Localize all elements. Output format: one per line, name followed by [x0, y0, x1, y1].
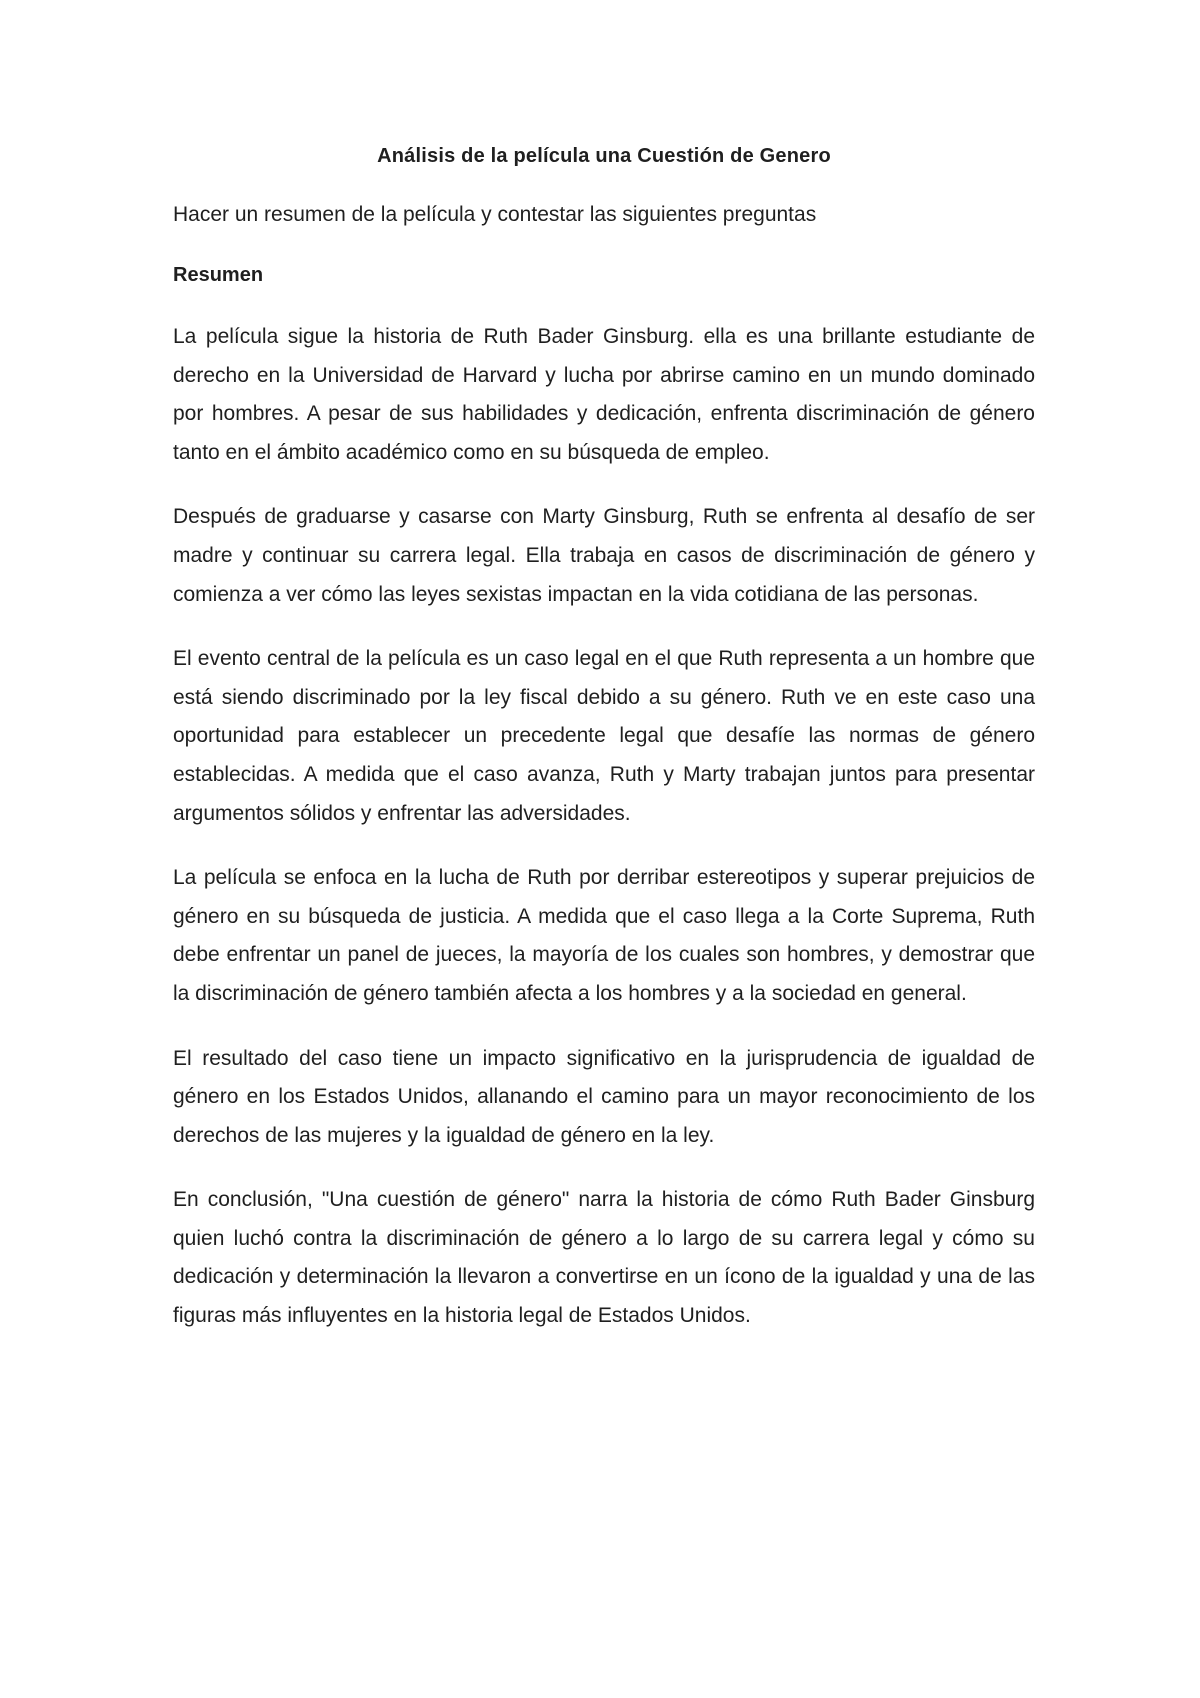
document-title: Análisis de la película una Cuestión de Genero [377, 145, 831, 167]
paragraph-5: El resultado del caso tiene un impacto significativo en la jurisprudencia de igualdad de género en los Estados Unidos, allanando el camino para un mayor reconocimiento de los derechos de las mujeres y la igualdad de género en la ley. [173, 1046, 1035, 1147]
document-body [173, 140, 1035, 1362]
paragraph-4: La película se enfoca en la lucha de Ruth por derribar estereotipos y superar prejuicios de género en su búsqueda de justicia. A medida que el caso llega a la Corte Suprema, Ruth debe enfrentar un panel de jueces, la mayoría de los cuales son hombres, y demostrar que la discriminación de género también afecta a los hombres y a la sociedad en general. [173, 866, 1035, 1005]
paragraph-1: La película sigue la historia de Ruth Bader Ginsburg. ella es una brillante estudiante de derecho en la Universidad de Harvard y lucha por abrirse camino en un mundo dominado por hombres. A pesar de sus habilidades y dedicación, enfrenta discriminación de género tanto en el ámbito académico como en su búsqueda de empleo. [173, 325, 1035, 464]
paragraph-3: El evento central de la película es un caso legal en el que Ruth representa a un hombre que está siendo discriminado por la ley fiscal debido a su género. Ruth ve en este caso una oportunidad para establecer un precedente legal que desafíe las normas de género establecidas. A medida que el caso avanza, Ruth y Marty trabajan juntos para presentar argumentos sólidos y enfrentar las adversidades. [173, 647, 1035, 825]
paragraph-2: Después de graduarse y casarse con Marty Ginsburg, Ruth se enfrenta al desafío de ser madre y continuar su carrera legal. Ella trabaja en casos de discriminación de género y comienza a ver cómo las leyes sexistas impactan en la vida cotidiana de las personas. [173, 505, 1035, 606]
instructions-text: Hacer un resumen de la película y contestar las siguientes preguntas [173, 203, 817, 226]
section-heading-resumen: Resumen [173, 264, 264, 286]
paragraph-6: En conclusión, "Una cuestión de género" narra la historia de cómo Ruth Bader Ginsburg quien luchó contra la discriminación de género a lo largo de su carrera legal y cómo su dedicación y determinación la llevaron a convertirse en un ícono de la igualdad y una de las figuras más influyentes en la historia legal de Estados Unidos. [173, 1188, 1035, 1328]
